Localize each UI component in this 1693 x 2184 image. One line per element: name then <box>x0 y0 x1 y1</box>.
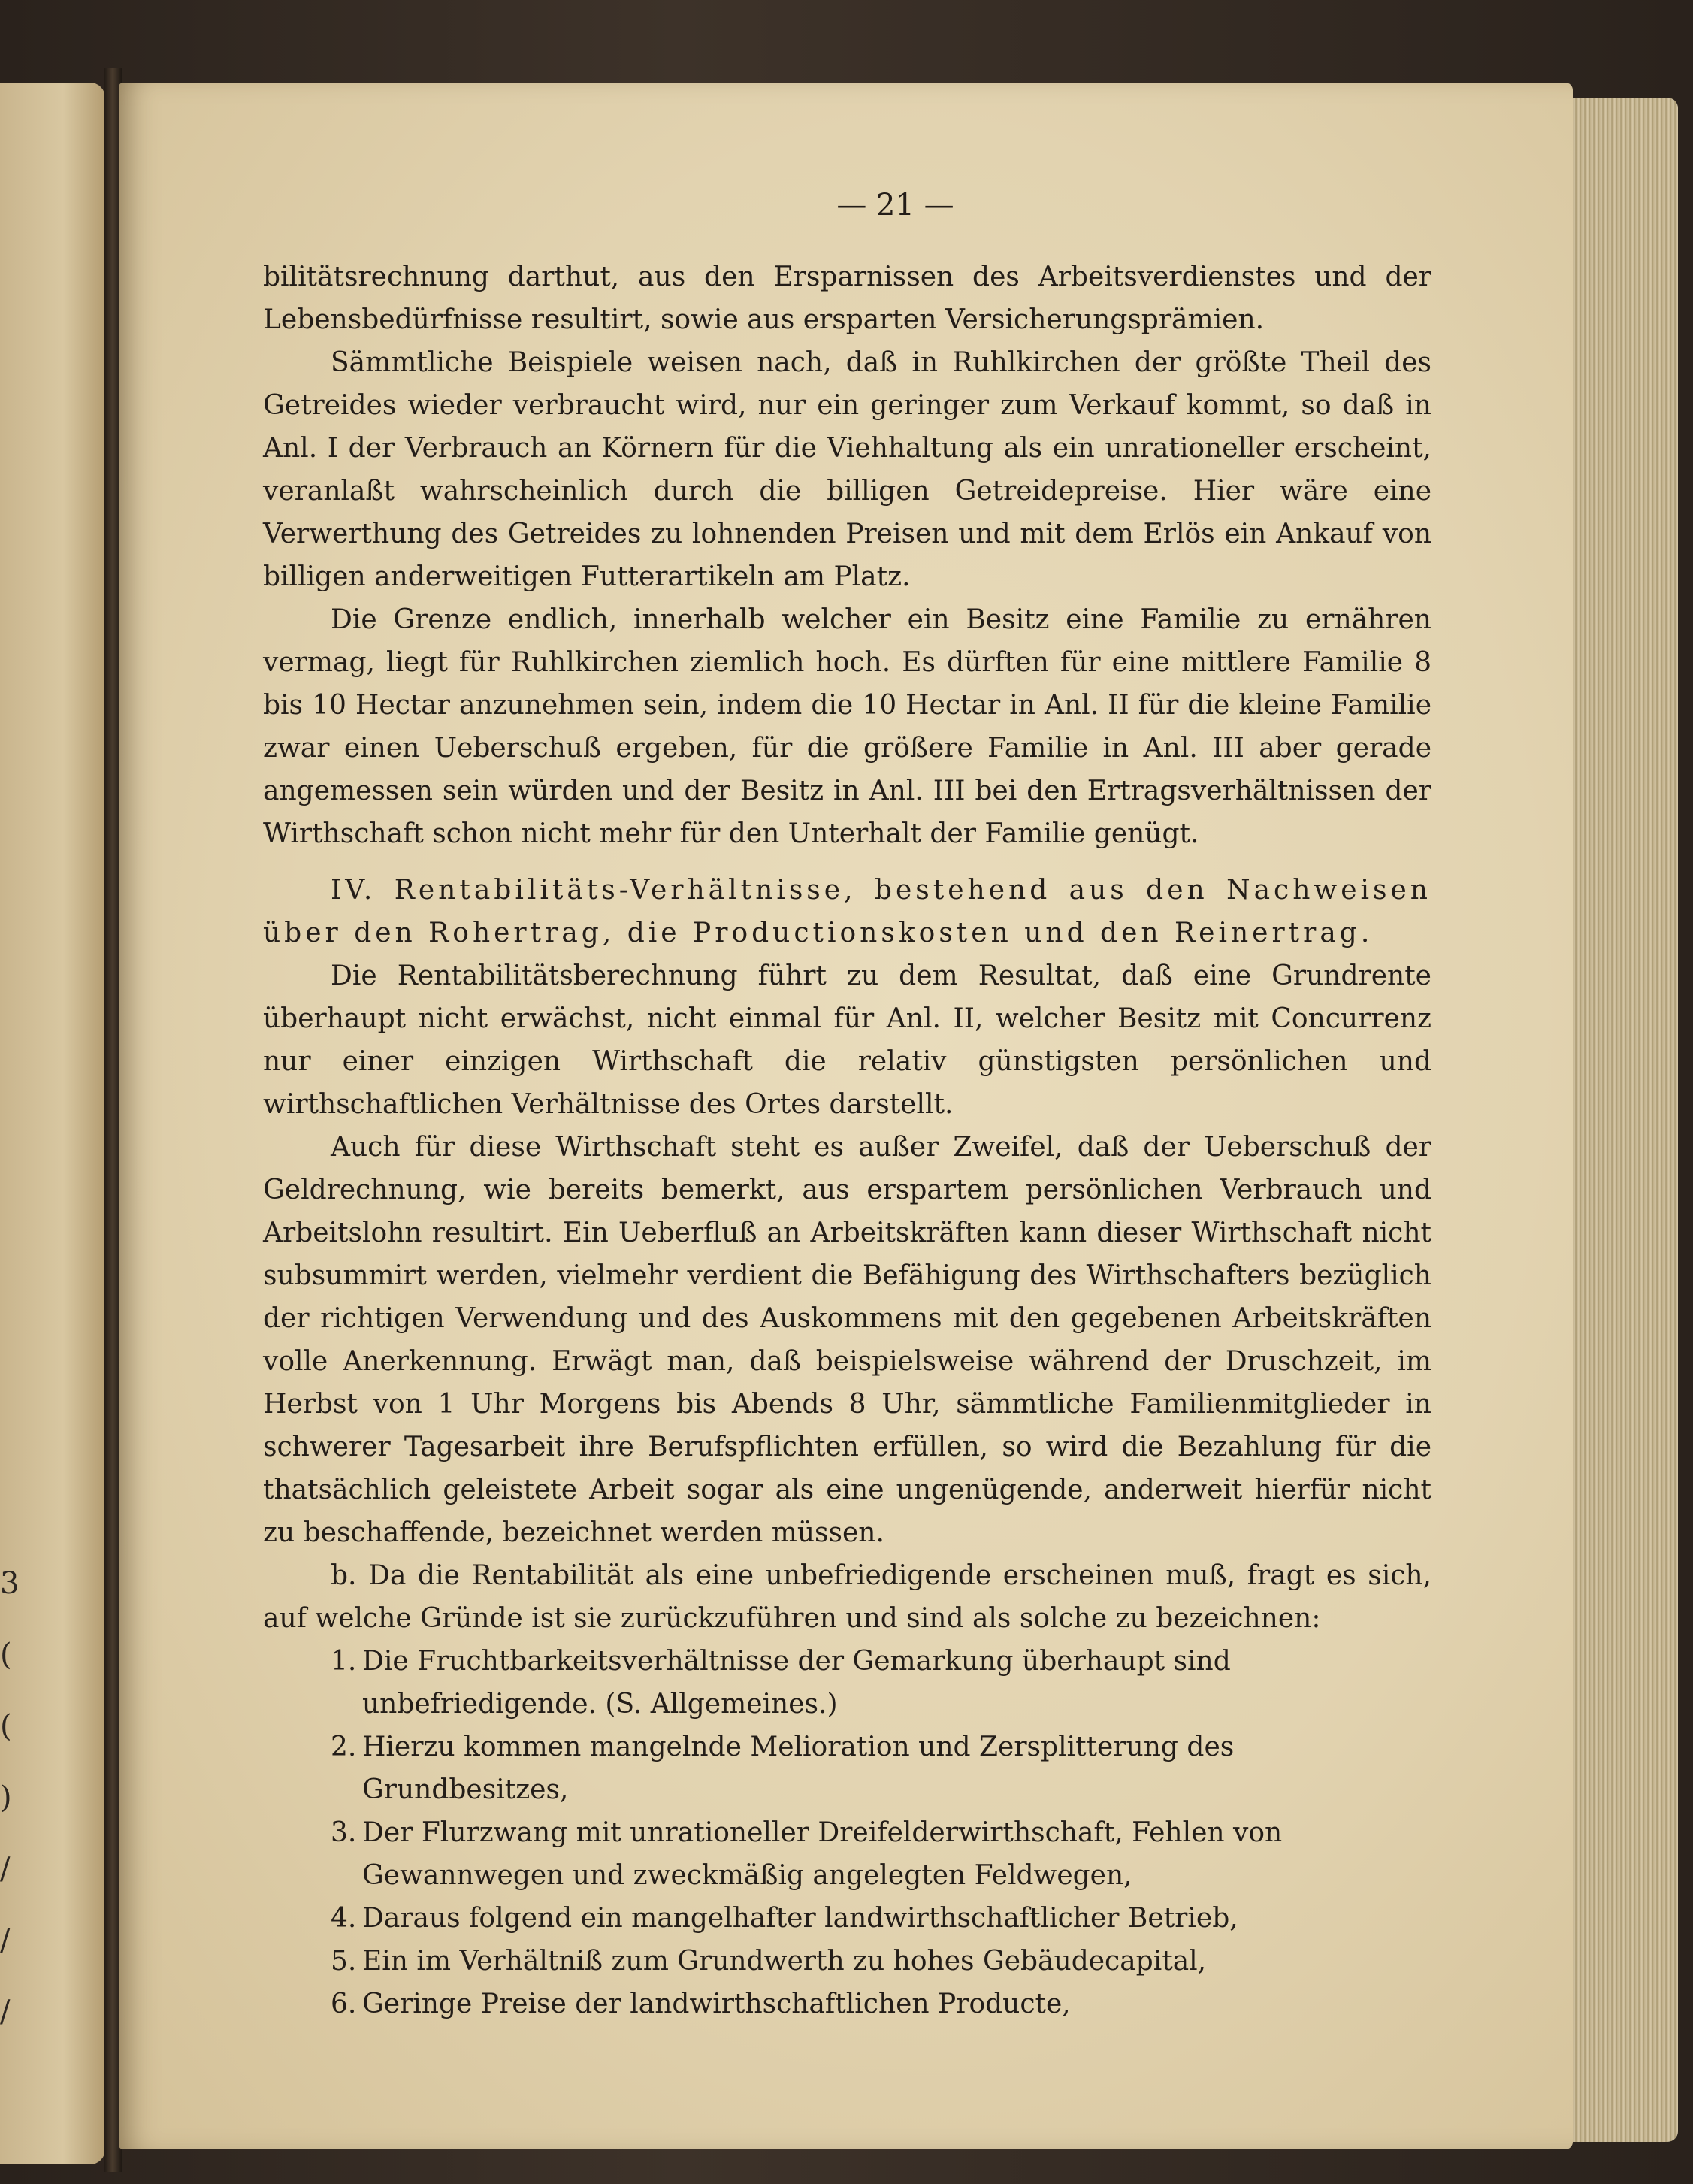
left-margin-mark: ( <box>0 1638 12 1672</box>
list-item <box>263 1640 1431 1726</box>
list-item-text: Ein im Verhältniß zum Grundwerth zu hohes Gebäudecapital, <box>362 1946 1207 1977</box>
list-item-number: 2. <box>331 1732 357 1762</box>
list-item <box>263 1811 1431 1897</box>
paragraph: Die Grenze endlich, innerhalb welcher ein Besitz eine Familie zu ernähren vermag, liegt für Ruhlkirchen ziemlich hoch. Es dürften für eine mittlere Familie 8 bis 10 Hectar anzunehmen sein, indem die 10 Hectar in Anl. II für die kleine Familie zwar einen Ueberschuß ergeben, für die größere Familie in Anl. III aber gerade angemessen sein würden und der Besitz in Anl. III bei den Ertragsverhältnissen der Wirthschaft schon nicht mehr für den Unterhalt der Familie genügt. <box>263 604 1431 849</box>
reasons-list <box>263 1640 1431 2025</box>
page-number: — 21 — <box>836 188 954 222</box>
list-item-number: 4. <box>331 1903 357 1934</box>
list-item-text: Der Flurzwang mit unrationeller Dreifelderwirthschaft, Fehlen von Gewannwegen und zweckmäßig angelegten Feldwegen, <box>362 1817 1283 1891</box>
paragraph: Die Rentabilitätsberechnung führt zu dem Resultat, daß eine Grundrente überhaupt nicht erwächst, nicht einmal für Anl. II, welcher Besitz mit Concurrenz nur einer einzigen Wirthschaft die relativ günstigsten persönlichen und wirthschaftlichen Verhältnisse des Ortes darstellt. <box>263 960 1431 1120</box>
left-margin-marks <box>0 1548 20 2048</box>
left-margin-mark: ) <box>0 1780 12 1815</box>
section-heading: IV. Rentabilitäts-Verhältnisse, bestehend aus den Nachweisen über den Rohertrag, die Productionskosten und den Reinertrag. <box>263 875 1431 948</box>
paragraph: Sämmtliche Beispiele weisen nach, daß in Ruhlkirchen der größte Theil des Getreides wieder verbraucht wird, nur ein geringer zum Verkauf kommt, so daß in Anl. I der Verbrauch an Körnern für die Viehhaltung als ein unrationeller erscheint, veranlaßt wahrscheinlich durch die billigen Getreidepreise. Hier wäre eine Verwerthung des Getreides zu lohnenden Preisen und mit dem Erlös ein Ankauf von billigen anderweitigen Futterartikeln am Platz. <box>263 347 1431 592</box>
list-item-text: Die Fruchtbarkeitsverhältnisse der Gemarkung überhaupt sind unbefriedigende. (S. Allgemeines.) <box>362 1646 1231 1720</box>
list-item-text: Geringe Preise der landwirthschaftlichen Producte, <box>362 1989 1071 2019</box>
list-item-number: 3. <box>331 1817 357 1848</box>
paragraph: b. Da die Rentabilität als eine unbefriedigende erscheinen muß, fragt es sich, auf welche Gründe ist sie zurückzuführen und sind als solche zu bezeichnen: <box>263 1560 1431 1634</box>
list-item <box>263 1897 1431 1940</box>
page-edge-shadow <box>1678 105 1693 2134</box>
list-item <box>263 1940 1431 1983</box>
page-stack-edges <box>1573 98 1678 2142</box>
left-margin-mark: ( <box>0 1709 12 1744</box>
left-margin-mark: 3 <box>0 1566 20 1601</box>
left-margin-mark: / <box>0 1852 11 1886</box>
list-item-number: 1. <box>331 1646 357 1677</box>
paragraph: bilitätsrechnung darthut, aus den Ersparnissen des Arbeitsverdienstes und der Lebensbedürfnisse resultirt, sowie aus ersparten Versicherungsprämien. <box>263 262 1431 335</box>
list-item-text: Daraus folgend ein mangelhafter landwirthschaftlicher Betrieb, <box>362 1903 1238 1934</box>
list-item-number: 6. <box>331 1989 357 2019</box>
left-margin-mark: / <box>0 1995 11 2029</box>
left-page-edge <box>0 83 105 2164</box>
list-item <box>263 1983 1431 2025</box>
paragraph: Auch für diese Wirthschaft steht es außer Zweifel, daß der Ueberschuß der Geldrechnung, wie bereits bemerkt, aus erspartem persönlichen Verbrauch und Arbeitslohn resultirt. Ein Ueberfluß an Arbeitskräften kann dieser Wirthschaft nicht subsummirt werden, vielmehr verdient die Befähigung des Wirthschafters bezüglich der richtigen Verwendung und des Auskommens mit den gegebenen Arbeitskräften volle Anerkennung. Erwägt man, daß beispielsweise während der Druschzeit, im Herbst von 1 Uhr Morgens bis Abends 8 Uhr, sämmtliche Familienmitglieder in schwerer Tagesarbeit ihre Berufspflichten erfüllen, so wird die Bezahlung für die thatsächlich geleistete Arbeit sogar als eine ungenügende, anderweit hierfür nicht zu beschaffende, bezeichnet werden müssen. <box>263 1132 1431 1548</box>
left-margin-mark: / <box>0 1923 11 1958</box>
list-item-number: 5. <box>331 1946 357 1977</box>
list-item <box>263 1726 1431 1811</box>
page-text <box>263 256 1431 2025</box>
list-item-text: Hierzu kommen mangelnde Melioration und Zersplitterung des Grundbesitzes, <box>362 1732 1235 1805</box>
